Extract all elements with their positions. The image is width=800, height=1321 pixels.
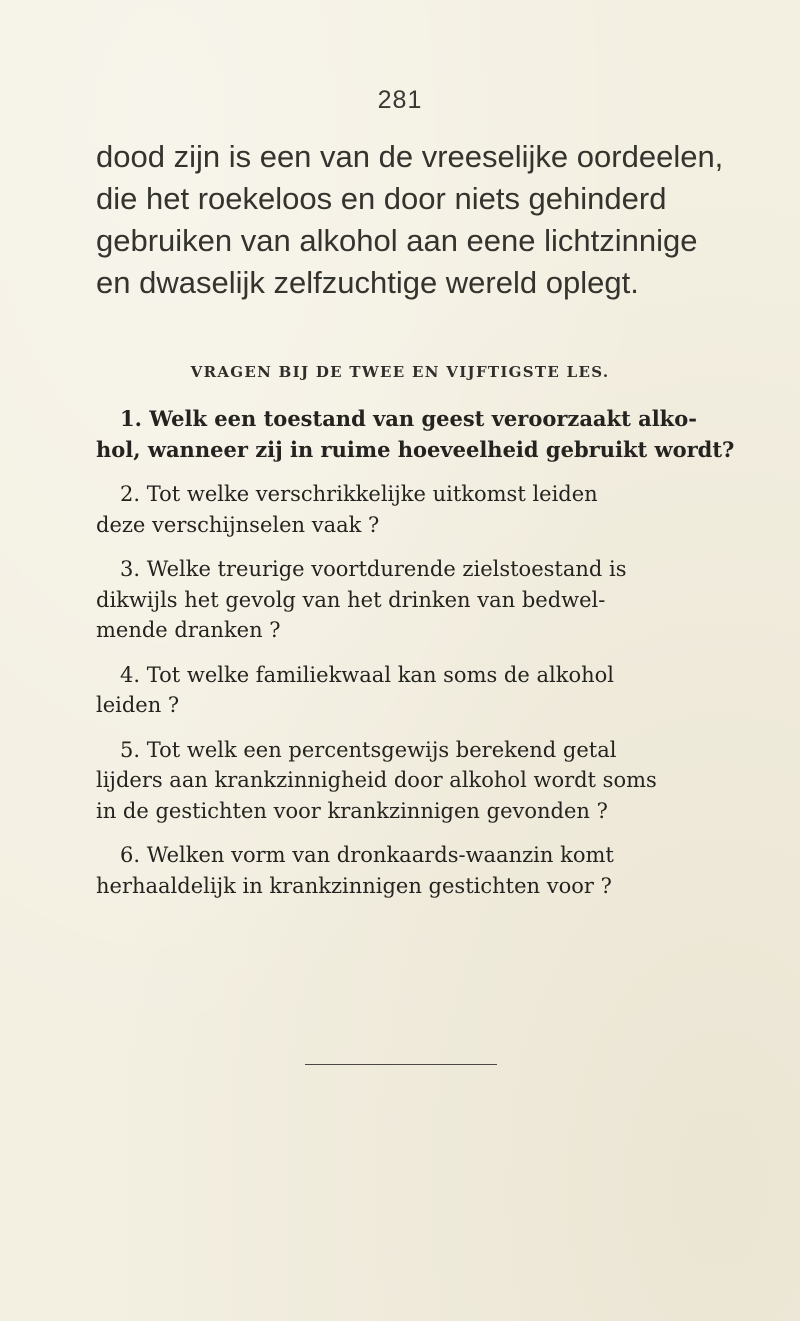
intro-paragraph bbox=[96, 136, 724, 304]
question-line: 3. Welke treurige voortdurende zielstoestand is bbox=[120, 557, 627, 581]
question-6 bbox=[96, 840, 698, 901]
question-line: mende dranken ? bbox=[96, 618, 281, 642]
intro-line: gebruiken van alkohol aan eene lichtzinnige bbox=[96, 223, 698, 258]
question-line: hol, wanneer zij in ruime hoeveelheid gebruikt wordt? bbox=[96, 436, 735, 462]
question-line: dikwijls het gevolg van het drinken van bedwel- bbox=[96, 587, 606, 612]
question-line: herhaaldelijk in krankzinnigen gestichten voor ? bbox=[96, 873, 612, 898]
intro-line: en dwaselijk zelfzuchtige wereld oplegt. bbox=[96, 265, 639, 300]
question-1 bbox=[96, 404, 735, 465]
end-divider bbox=[305, 1064, 497, 1065]
intro-line: die het roekeloos en door niets gehinderd bbox=[96, 181, 667, 216]
question-3 bbox=[96, 554, 698, 646]
question-line: 4. Tot welke familiekwaal kan soms de alkohol bbox=[120, 662, 614, 687]
question-line: leiden ? bbox=[96, 693, 180, 717]
question-line: in de gestichten voor krankzinnigen gevonden ? bbox=[96, 798, 608, 823]
page-number: 281 bbox=[377, 86, 423, 114]
question-5 bbox=[96, 735, 698, 827]
question-line: deze verschijnselen vaak ? bbox=[96, 512, 380, 537]
question-line: 6. Welken vorm van dronkaards-waanzin komt bbox=[120, 843, 614, 867]
intro-line: dood zijn is een van de vreeselijke oordeelen, bbox=[96, 139, 724, 174]
question-4 bbox=[96, 660, 698, 721]
question-line: 5. Tot welk een percentsgewijs berekend getal bbox=[120, 737, 617, 762]
question-line: lijders aan krankzinnigheid door alkohol wordt soms bbox=[96, 768, 657, 792]
questions-list bbox=[96, 404, 735, 915]
question-line: 2. Tot welke verschrikkelijke uitkomst leiden bbox=[120, 482, 598, 506]
question-2 bbox=[96, 479, 698, 540]
section-heading: VRAGEN BIJ DE TWEE EN VIJFTIGSTE LES. bbox=[190, 363, 610, 381]
question-line: 1. Welk een toestand van geest veroorzaakt alko- bbox=[120, 406, 697, 431]
